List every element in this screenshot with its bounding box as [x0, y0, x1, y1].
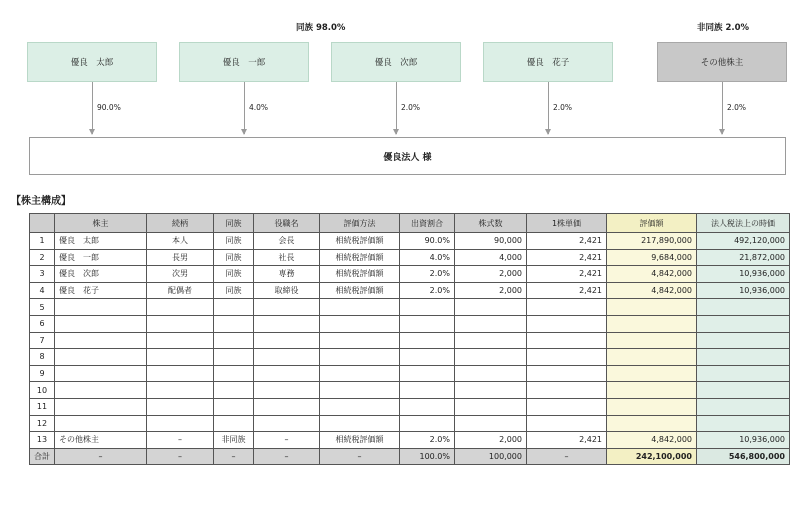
cell-ratio: [400, 365, 455, 382]
cell-shareholder: [55, 349, 147, 366]
cell-no: 11: [30, 398, 55, 415]
total-cell-market-value: 546,800,000: [697, 448, 790, 465]
ownership-arrow: [244, 82, 245, 134]
cell-shares: [455, 398, 527, 415]
cell-ratio: [400, 415, 455, 432]
table-row: [30, 415, 790, 432]
table-total-row: [30, 448, 790, 465]
cell-shares: 2,000: [455, 432, 527, 449]
cell-shares: 2,000: [455, 266, 527, 283]
cell-market-value: [697, 398, 790, 415]
cell-family: [214, 398, 254, 415]
cell-shareholder: 優良 花子: [55, 282, 147, 299]
cell-valuation: 4,842,000: [607, 266, 697, 283]
cell-method: [320, 349, 400, 366]
cell-method: 相続税評価額: [320, 282, 400, 299]
cell-shares: [455, 415, 527, 432]
ownership-pct: 4.0%: [249, 103, 269, 112]
cell-family: [214, 415, 254, 432]
cell-method: [320, 415, 400, 432]
family-group-label: 同族 98.0%: [296, 23, 346, 33]
cell-position: [254, 398, 320, 415]
cell-market-value: 10,936,000: [697, 266, 790, 283]
cell-unit-price: [527, 332, 607, 349]
cell-no: 3: [30, 266, 55, 283]
corporation-box: 優良法人 様: [29, 137, 786, 175]
cell-relation: [147, 398, 214, 415]
total-cell-valuation: 242,100,000: [607, 448, 697, 465]
table-row: [30, 349, 790, 366]
ownership-arrow: [92, 82, 93, 134]
cell-shareholder: その他株主: [55, 432, 147, 449]
cell-family: [214, 349, 254, 366]
cell-no: 12: [30, 415, 55, 432]
cell-family: 同族: [214, 266, 254, 283]
cell-valuation: [607, 415, 697, 432]
cell-ratio: [400, 349, 455, 366]
cell-relation: –: [147, 432, 214, 449]
cell-family: 非同族: [214, 432, 254, 449]
total-label: 合計: [30, 448, 55, 465]
cell-shareholder: 優良 次郎: [55, 266, 147, 283]
ownership-pct: 2.0%: [401, 103, 421, 112]
cell-unit-price: 2,421: [527, 266, 607, 283]
cell-unit-price: [527, 382, 607, 399]
cell-method: 相続税評価額: [320, 432, 400, 449]
cell-family: 同族: [214, 249, 254, 266]
cell-shareholder: 優良 一郎: [55, 249, 147, 266]
cell-ratio: 90.0%: [400, 233, 455, 250]
cell-ratio: 2.0%: [400, 432, 455, 449]
table-row: [30, 332, 790, 349]
cell-ratio: [400, 332, 455, 349]
cell-shares: 90,000: [455, 233, 527, 250]
ownership-arrow: [548, 82, 549, 134]
table-row: [30, 382, 790, 399]
cell-shareholder: [55, 315, 147, 332]
col-header-valuation: 評価額: [607, 214, 697, 233]
table-row: [30, 315, 790, 332]
col-header-shareholder: 株主: [55, 214, 147, 233]
cell-relation: [147, 332, 214, 349]
cell-unit-price: [527, 398, 607, 415]
ownership-pct: 90.0%: [97, 103, 121, 112]
shareholder-box: 優良 一郎: [179, 42, 309, 82]
cell-position: –: [254, 432, 320, 449]
cell-family: [214, 382, 254, 399]
cell-position: 取締役: [254, 282, 320, 299]
cell-no: 7: [30, 332, 55, 349]
cell-market-value: [697, 299, 790, 316]
shareholder-box: 優良 花子: [483, 42, 613, 82]
cell-valuation: [607, 332, 697, 349]
cell-no: 4: [30, 282, 55, 299]
cell-method: [320, 299, 400, 316]
shareholder-box: 優良 次郎: [331, 42, 461, 82]
section-title: 【株主構成】: [11, 196, 71, 207]
col-header-family: 同族: [214, 214, 254, 233]
ownership-arrow: [396, 82, 397, 134]
table-row: [30, 266, 790, 283]
cell-family: [214, 299, 254, 316]
col-header-unit-price: 1株単価: [527, 214, 607, 233]
cell-market-value: [697, 332, 790, 349]
cell-family: 同族: [214, 233, 254, 250]
cell-shares: [455, 299, 527, 316]
ownership-arrow: [722, 82, 723, 134]
cell-valuation: [607, 315, 697, 332]
cell-unit-price: 2,421: [527, 282, 607, 299]
cell-ratio: 4.0%: [400, 249, 455, 266]
cell-market-value: 21,872,000: [697, 249, 790, 266]
col-header-position: 役職名: [254, 214, 320, 233]
cell-unit-price: [527, 349, 607, 366]
cell-relation: [147, 415, 214, 432]
cell-position: [254, 332, 320, 349]
cell-method: 相続税評価額: [320, 249, 400, 266]
cell-valuation: 4,842,000: [607, 432, 697, 449]
cell-relation: 長男: [147, 249, 214, 266]
col-header-method: 評価方法: [320, 214, 400, 233]
non-family-group-label: 非同族 2.0%: [697, 23, 750, 33]
col-header-relation: 続柄: [147, 214, 214, 233]
ownership-pct: 2.0%: [553, 103, 573, 112]
cell-ratio: 2.0%: [400, 282, 455, 299]
cell-no: 10: [30, 382, 55, 399]
table-row: [30, 365, 790, 382]
cell-no: 6: [30, 315, 55, 332]
cell-method: [320, 365, 400, 382]
cell-ratio: [400, 382, 455, 399]
cell-shares: [455, 349, 527, 366]
cell-shares: [455, 315, 527, 332]
table-row: [30, 282, 790, 299]
cell-valuation: 217,890,000: [607, 233, 697, 250]
cell-position: [254, 415, 320, 432]
table-header-row: [30, 214, 790, 233]
cell-market-value: 492,120,000: [697, 233, 790, 250]
cell-valuation: [607, 299, 697, 316]
cell-shareholder: [55, 415, 147, 432]
shareholder-table: [29, 213, 790, 465]
cell-no: 1: [30, 233, 55, 250]
cell-market-value: 10,936,000: [697, 282, 790, 299]
table-row: [30, 299, 790, 316]
cell-market-value: [697, 365, 790, 382]
cell-family: 同族: [214, 282, 254, 299]
cell-shareholder: [55, 398, 147, 415]
cell-relation: [147, 299, 214, 316]
cell-no: 9: [30, 365, 55, 382]
shareholder-box: 優良 太郎: [27, 42, 157, 82]
table-row: [30, 398, 790, 415]
cell-shareholder: [55, 299, 147, 316]
cell-shareholder: 優良 太郎: [55, 233, 147, 250]
table-row: [30, 249, 790, 266]
total-cell-shares: 100,000: [455, 448, 527, 465]
total-cell-method: –: [320, 448, 400, 465]
cell-market-value: [697, 415, 790, 432]
cell-family: [214, 332, 254, 349]
cell-unit-price: [527, 315, 607, 332]
cell-unit-price: 2,421: [527, 249, 607, 266]
col-header-shares: 株式数: [455, 214, 527, 233]
cell-method: 相続税評価額: [320, 266, 400, 283]
cell-relation: 本人: [147, 233, 214, 250]
cell-market-value: 10,936,000: [697, 432, 790, 449]
total-cell-position: –: [254, 448, 320, 465]
cell-valuation: 4,842,000: [607, 282, 697, 299]
cell-relation: [147, 349, 214, 366]
cell-valuation: [607, 382, 697, 399]
total-cell-ratio: 100.0%: [400, 448, 455, 465]
cell-position: [254, 349, 320, 366]
col-header-ratio: 出資割合: [400, 214, 455, 233]
cell-unit-price: [527, 365, 607, 382]
total-cell-family: –: [214, 448, 254, 465]
cell-unit-price: 2,421: [527, 233, 607, 250]
cell-ratio: 2.0%: [400, 266, 455, 283]
cell-ratio: [400, 398, 455, 415]
cell-relation: [147, 365, 214, 382]
total-cell-unit-price: –: [527, 448, 607, 465]
cell-relation: 次男: [147, 266, 214, 283]
cell-ratio: [400, 315, 455, 332]
cell-market-value: [697, 349, 790, 366]
cell-shares: [455, 365, 527, 382]
cell-shares: 4,000: [455, 249, 527, 266]
cell-method: [320, 398, 400, 415]
cell-valuation: [607, 398, 697, 415]
cell-position: [254, 365, 320, 382]
cell-no: 2: [30, 249, 55, 266]
cell-family: [214, 315, 254, 332]
cell-unit-price: 2,421: [527, 432, 607, 449]
cell-shareholder: [55, 382, 147, 399]
cell-valuation: 9,684,000: [607, 249, 697, 266]
total-cell-relation: –: [147, 448, 214, 465]
col-header-no: [30, 214, 55, 233]
cell-ratio: [400, 299, 455, 316]
cell-shareholder: [55, 332, 147, 349]
cell-method: 相続税評価額: [320, 233, 400, 250]
col-header-market-value: 法人税法上の時価: [697, 214, 790, 233]
cell-shares: [455, 382, 527, 399]
ownership-pct: 2.0%: [727, 103, 747, 112]
total-cell-shareholder: –: [55, 448, 147, 465]
cell-family: [214, 365, 254, 382]
cell-shares: [455, 332, 527, 349]
cell-shareholder: [55, 365, 147, 382]
cell-market-value: [697, 315, 790, 332]
cell-unit-price: [527, 299, 607, 316]
cell-position: [254, 382, 320, 399]
cell-market-value: [697, 382, 790, 399]
table-row: [30, 233, 790, 250]
cell-relation: [147, 315, 214, 332]
cell-method: [320, 382, 400, 399]
cell-position: 社長: [254, 249, 320, 266]
cell-no: 8: [30, 349, 55, 366]
cell-relation: [147, 382, 214, 399]
cell-valuation: [607, 349, 697, 366]
cell-method: [320, 332, 400, 349]
table-row: [30, 432, 790, 449]
cell-no: 5: [30, 299, 55, 316]
other-shareholder-box: その他株主: [657, 42, 787, 82]
cell-relation: 配偶者: [147, 282, 214, 299]
cell-unit-price: [527, 415, 607, 432]
cell-position: [254, 315, 320, 332]
cell-position: [254, 299, 320, 316]
cell-position: 専務: [254, 266, 320, 283]
cell-method: [320, 315, 400, 332]
cell-no: 13: [30, 432, 55, 449]
cell-position: 会長: [254, 233, 320, 250]
cell-shares: 2,000: [455, 282, 527, 299]
cell-valuation: [607, 365, 697, 382]
